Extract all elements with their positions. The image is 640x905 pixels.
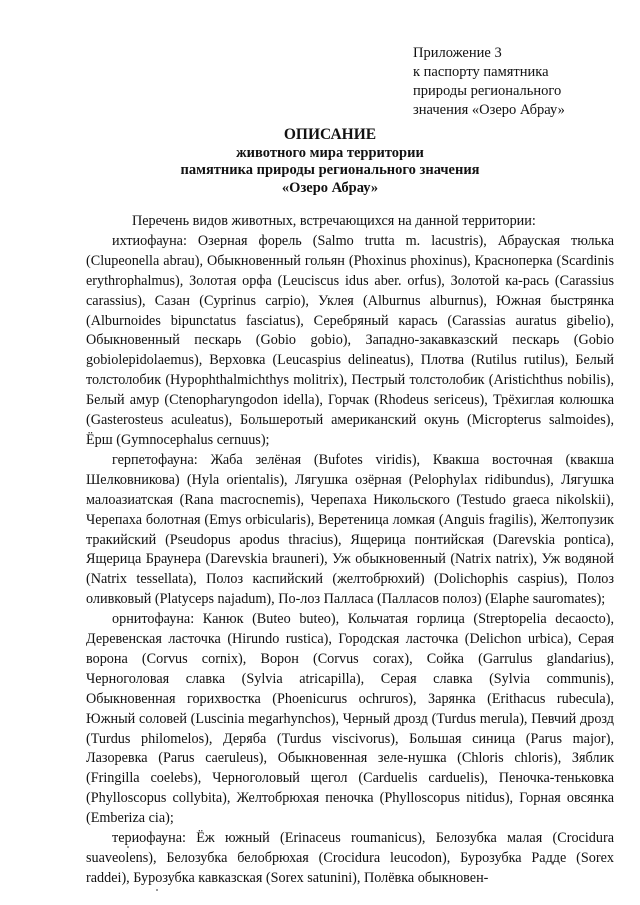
heading-line: животного мира территории bbox=[236, 144, 424, 161]
appendix-line: Приложение 3 bbox=[413, 45, 502, 61]
theriofauna-paragraph: териофауна: Ёж южный (Erinaceus roumanicus), Белозубка малая (Crocidura suaveolens), Белозубка белобрюхая (Crocidura leucodon), Бурозубка Радде (Sorex raddei), Бурозубка кавказская (Sorex satunini), Полёвка обыкновен- bbox=[86, 830, 614, 886]
appendix-line: значения «Озеро Абрау» bbox=[413, 102, 565, 118]
scan-speck bbox=[127, 846, 129, 848]
document-heading bbox=[90, 126, 570, 197]
appendix-line: природы регионального bbox=[413, 83, 562, 99]
ichthyofauna-paragraph: ихтиофауна: Озерная форель (Salmo trutta m. lacustris), Абрауская тюлька (Clupeonella abrau), Обыкновенный гольян (Phoxinus phoxinus), Красноперка (Scardinis erythrophalmus), Золотая орфа (Leuciscus idus aber. orfus), Золотой ка-рась (Carassius carassius), Сазан (Cyprinus carpio), Уклея (Alburnus alburnus), Южная быстрянка (Alburnoides bipunctatus fasciatus), Серебряный карась (Carassias auratus gibelio), Обыкновенный пескарь (Gobio gobio), Западно-закавказский пескарь (Gobio gobiolepidolaemus), Верховка (Leucaspius delineatus), Плотва (Rutilus rutilus), Белый толстолобик (Hypophthalmichthys molitrix), Пестрый толстолобик (Aristichthus nobilis), Белый амур (Ctenopharyngodon idella), Горчак (Rhodeus sericeus), Трёхиглая колюшка (Gasterosteus aculeatus), Большеротый американский окунь (Micropterus salmoides), Ёрш (Gymnocephalus cernuus); bbox=[86, 232, 614, 448]
heading-line: памятника природы регионального значения bbox=[180, 162, 480, 178]
appendix-note bbox=[413, 44, 628, 120]
document-body bbox=[86, 212, 614, 889]
ornithofauna-paragraph: орнитофауна: Канюк (Buteo buteo), Кольчатая горлица (Streptopelia decaocto), Деревенская ласточка (Hirundo rustica), Городская ласточка (Delichon urbica), Серая ворона (Corvus cornix), Ворон (Corvus corax), Сойка (Garrulus glandarius), Черноголовая славка (Sylvia atricapilla), Серая славка (Sylvia communis), Обыкновенная горихвостка (Phoenicurus ochruros), Зарянка (Erithacus rubecula), Южный соловей (Luscinia megarhynchos), Черный дрозд (Turdus merula), Певчий дрозд (Turdus philomelos), Деряба (Turdus viscivorus), Большая синица (Parus major), Лазоревка (Parus caeruleus), Обыкновенная зеле-нушка (Chloris chloris), Зяблик (Fringilla coelebs), Черноголовый щегол (Carduelis carduelis), Пеночка-теньковка (Phylloscopus collybita), Желтобрюхая пеночка (Phylloscopus nitidus), Горная овсянка (Emberiza cia); bbox=[86, 611, 614, 827]
intro-paragraph: Перечень видов животных, встречающихся на данной территории: bbox=[132, 213, 536, 229]
appendix-line: к паспорту памятника bbox=[413, 64, 549, 80]
heading-line: «Озеро Абрау» bbox=[281, 179, 379, 196]
scan-speck bbox=[156, 889, 158, 891]
document-title: ОПИСАНИЕ bbox=[283, 126, 377, 143]
herpetofauna-paragraph: герпетофауна: Жаба зелёная (Bufotes viridis), Квакша восточная (квакша Шелковникова) (Hyla orientalis), Лягушка озёрная (Pelophylax ridibundus), Лягушка малоазиатская (Rana macrocnemis), Черепаха Никольского (Testudo graeca nikolskii), Черепаха болотная (Emys orbicularis), Веретеница ломкая (Anguis fragilis), Желтопузик тракийский (Pseudopus apodus thracius), Ящерица понтийская (Darevskia pontica), Ящерица Браунера (Darevskia brauneri), Уж обыкновенный (Natrix natrix), Уж водяной (Natrix tessellata), Полоз каспийский (желтобрюхий) (Dolichophis caspius), Полоз оливковый (Platyceps najadum), По-лоз Палласа (Палласов полоз) (Elaphe sauromates); bbox=[86, 451, 614, 608]
